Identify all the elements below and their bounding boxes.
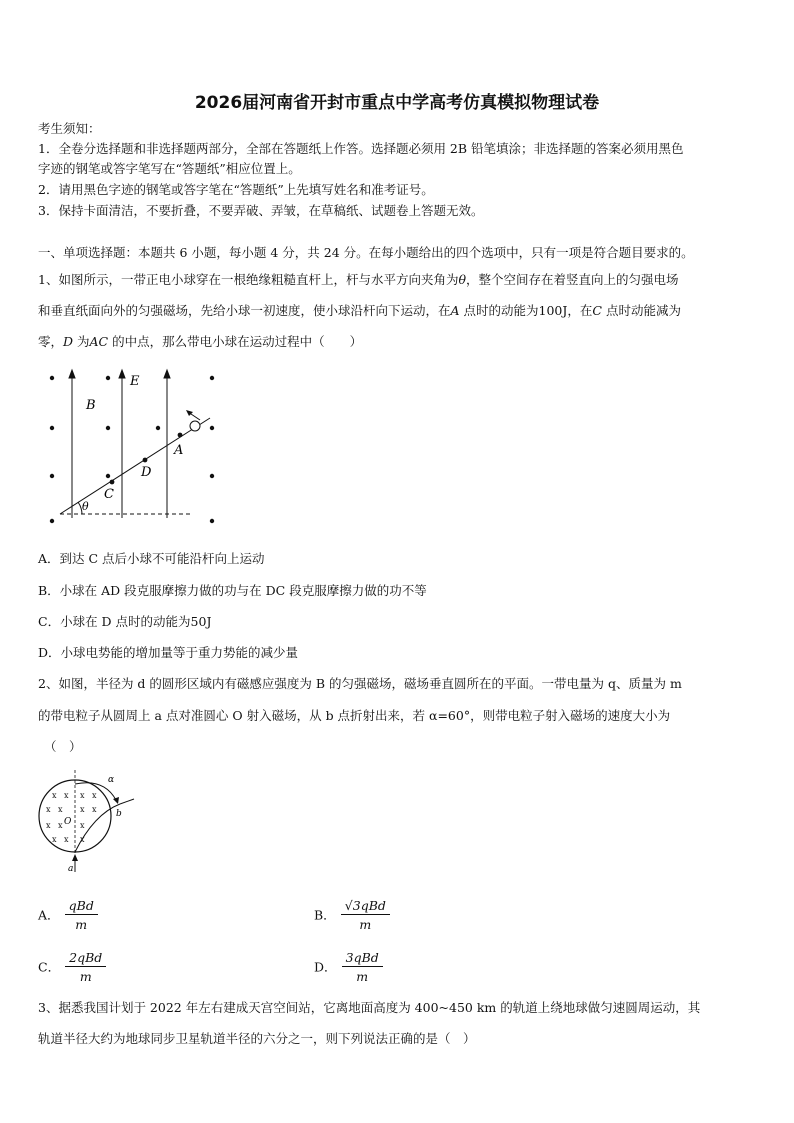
q2-option-c: C． $\frac{\text{2qBd}}{m}$ (38, 950, 106, 984)
q1-option-a: A．到达 C 点后小球不可能沿杆向上运动 (38, 551, 265, 566)
field-dot (50, 474, 54, 478)
svg-text:x: x (80, 791, 85, 800)
arrow-icon (113, 797, 119, 804)
q1-option-b: B．小球在 AD 段克服摩擦力做的功与在 DC 段克服摩擦力做的功不等 (38, 583, 427, 598)
q1-option-c: C．小球在 D 点时的动能为50J (38, 614, 212, 629)
q1-option-d: D．小球电势能的增加量等于重力势能的减少量 (38, 645, 299, 660)
field-dot (156, 426, 160, 430)
notice-line-2: 2．请用黑色字迹的钢笔或答字笔在“答题纸”上先填写姓名和准考证号。 (38, 182, 434, 197)
arrow-icon (72, 854, 78, 861)
q1-line-1: 1、如图所示，一带正电小球穿在一根绝缘粗糙直杆上，杆与水平方向夹角为θ，整个空间存在着竖直向上的匀强电场 (38, 272, 679, 287)
page-title: 2026届河南省开封市重点中学高考仿真模拟物理试卷 (194, 93, 600, 113)
notice-line-1b: 字迹的钢笔或答字笔写在“答题纸”相应位置上。 (38, 161, 301, 176)
label-a: A (174, 443, 184, 458)
field-dot (106, 474, 110, 478)
field-dot (106, 426, 110, 430)
label-o: O (64, 817, 72, 827)
q2-option-d: D． $\frac{\text{3qBd}}{m}$ (314, 950, 383, 984)
q1-line-2: 和垂直纸面向外的匀强磁场，先给小球一初速度，使小球沿杆向下运动，在A 点时的动能为100J，在C 点时动能减为 (38, 303, 681, 318)
fraction: $\frac{\text{√3qBd}}{m}$ (341, 898, 390, 932)
field-dot (210, 519, 214, 523)
q2-option-a: A． $\frac{\text{qBd}}{m}$ (38, 898, 98, 932)
fraction: $\frac{\text{3qBd}}{m}$ (342, 950, 383, 984)
point-c (110, 480, 115, 485)
label-a: a (68, 864, 74, 874)
point-d (143, 458, 148, 463)
field-dot (50, 426, 54, 430)
section-heading: 一、单项选择题：本题共 6 小题，每小题 4 分，共 24 分。在每小题给出的四个选项中，只有一项是符合题目要求的。 (38, 245, 694, 260)
notice-line-1a: 1．全卷分选择题和非选择题两部分，全部在答题纸上作答。选择题必须用 2B 铅笔填涂；非选择题的答案必须用黑色 (38, 141, 684, 156)
label-theta: θ (82, 500, 89, 513)
svg-text:x: x (64, 835, 69, 844)
svg-text:x: x (92, 791, 97, 800)
fraction: $\frac{\text{qBd}}{m}$ (65, 898, 98, 932)
field-dot (50, 376, 54, 380)
label-d: D (141, 465, 152, 480)
point-a (178, 433, 183, 438)
svg-text:x: x (64, 791, 69, 800)
field-dot (106, 376, 110, 380)
field-dot (210, 426, 214, 430)
svg-text:x: x (58, 805, 63, 814)
arrow-icon (69, 370, 75, 378)
q3-line-2: 轨道半径大约为地球同步卫星轨道半径的六分之一，则下列说法正确的是（ ） (38, 1031, 476, 1046)
field-dot (50, 519, 54, 523)
notice-line-3: 3．保持卡面清洁，不要折叠，不要弄破、弄皱，在草稿纸、试题卷上答题无效。 (38, 203, 484, 218)
label-e: E (130, 374, 140, 389)
label-b: B (86, 398, 96, 413)
exit-line (120, 799, 134, 804)
arrow-icon (119, 370, 125, 378)
q2-line-1: 2、如图，半径为 d 的圆形区域内有磁感应强度为 B 的匀强磁场，磁场垂直圆所在的平面。一带电量为 q、质量为 m (38, 676, 682, 691)
label-alpha: α (108, 775, 115, 785)
fraction: $\frac{\text{2qBd}}{m}$ (65, 950, 106, 984)
q3-line-1: 3、据悉我国计划于 2022 年左右建成天宫空间站，它离地面高度为 400~450 km 的轨道上绕地球做匀速圆周运动，其 (38, 1000, 701, 1015)
q2-line-2: 的带电粒子从圆周上 a 点对准圆心 O 射入磁场，从 b 点折射出来，若 α=60°，则带电粒子射入磁场的速度大小为 (38, 708, 671, 723)
q1-figure (40, 368, 230, 533)
svg-text:x: x (80, 821, 85, 830)
field-dot (210, 474, 214, 478)
svg-text:x: x (46, 821, 51, 830)
svg-text:x: x (52, 835, 57, 844)
svg-text:x: x (58, 821, 63, 830)
notice-heading: 考生须知： (38, 121, 101, 136)
field-dot (210, 376, 214, 380)
svg-text:x: x (46, 805, 51, 814)
charged-ball (190, 421, 200, 431)
label-c: C (104, 487, 114, 502)
svg-text:x: x (52, 791, 57, 800)
svg-text:x: x (92, 805, 97, 814)
arrow-icon (164, 370, 170, 378)
q2-line-3: （ ） (44, 739, 82, 754)
q2-option-b: B． $\frac{\text{√3qBd}}{m}$ (314, 898, 390, 932)
svg-text:x: x (80, 835, 85, 844)
q2-figure (34, 766, 144, 878)
svg-text:x: x (80, 805, 85, 814)
label-b: b (116, 809, 122, 819)
q1-line-3: 零，D 为AC 的中点，那么带电小球在运动过程中（ ） (38, 334, 363, 349)
field-x-marks (46, 791, 97, 844)
